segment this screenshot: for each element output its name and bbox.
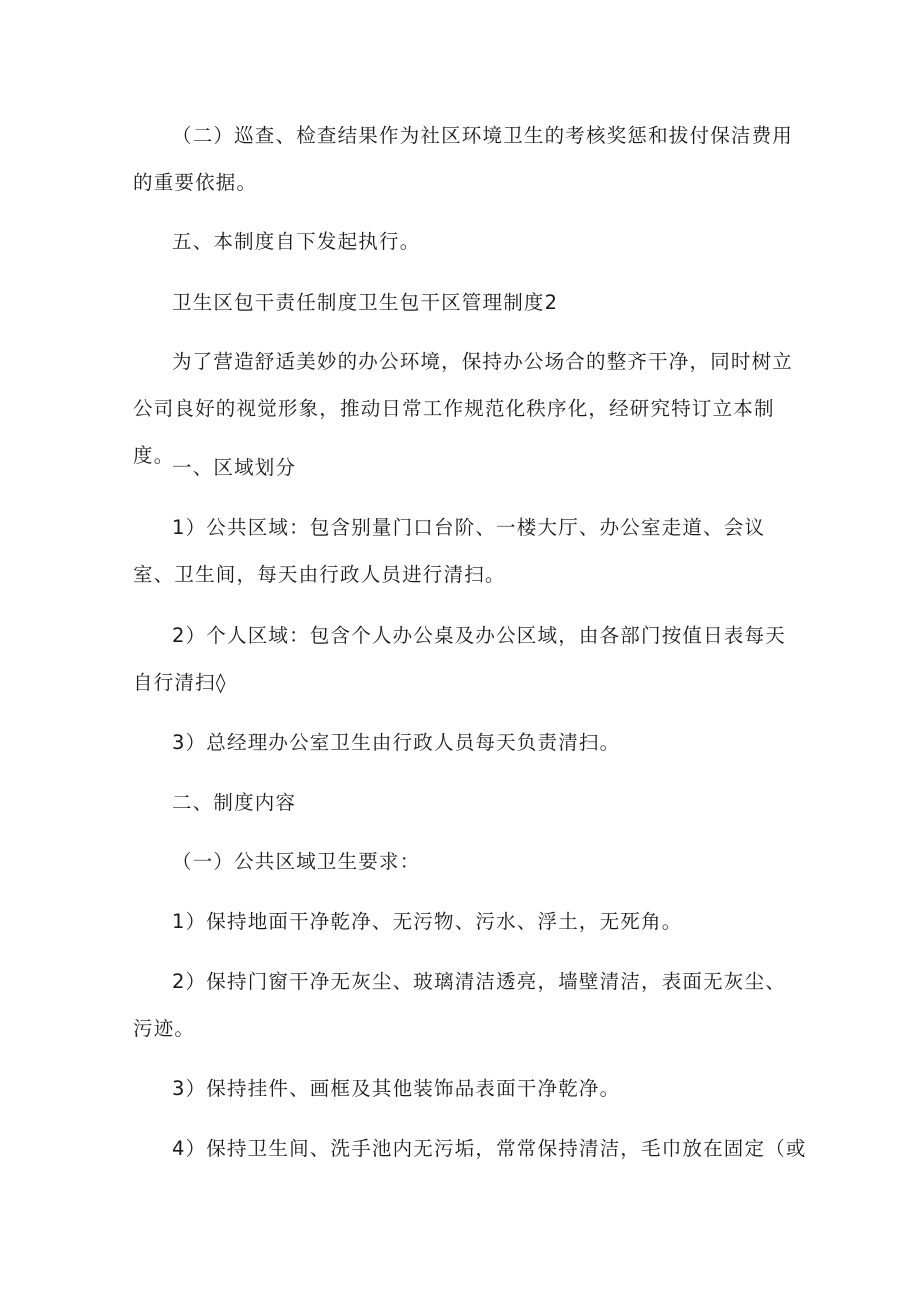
paragraph-windows-requirement: 2）保持门窗干净无灰尘、玻璃清洁透亮，墙壁清洁，表面无灰尘、污迹。 <box>133 970 786 1040</box>
heading-system-content: 二、制度内容 <box>172 791 297 814</box>
paragraph-decorations-requirement: 3）保持挂件、画框及其他装饰品表面干净乾净。 <box>172 1077 621 1100</box>
section-title-hygiene-system-2: 卫生区包干责任制度卫生包干区管理制度2 <box>172 291 559 314</box>
paragraph-public-area: 1）公共区域：包含别量门口台阶、一楼大厅、办公室走道、会议室、卫生间，每天由行政人员进行清扫。 <box>133 516 766 586</box>
paragraph-inspection-results: （二）巡查、检查结果作为社区环境卫生的考核奖惩和拔付保洁费用的重要依据。 <box>133 124 794 194</box>
paragraph-purpose: 为了营造舒适美妙的办公环境，保持办公场合的整齐干净，同时树立公司良好的视觉形象，推动日常工作规范化秩序化，经研究特订立本制度。 <box>133 350 794 467</box>
paragraph-restroom-requirement: 4）保持卫生间、洗手池内无污垢，常常保持清洁，毛巾放在固定（或 <box>172 1137 807 1160</box>
paragraph-gm-office: 3）总经理办公室卫生由行政人员每天负责清扫。 <box>172 731 621 754</box>
paragraph-floor-requirement: 1）保持地面干净乾净、无污物、污水、浮土，无死角。 <box>172 910 683 933</box>
paragraph-effective-date: 五、本制度自下发起执行。 <box>172 230 421 253</box>
paragraph-personal-area: 2）个人区域：包含个人办公桌及办公区域，由各部门按值日表每天自行清扫◊ <box>133 624 786 694</box>
heading-area-division: 一、区域划分 <box>172 456 297 479</box>
subheading-public-area-requirements: （一）公共区域卫生要求： <box>172 850 421 873</box>
